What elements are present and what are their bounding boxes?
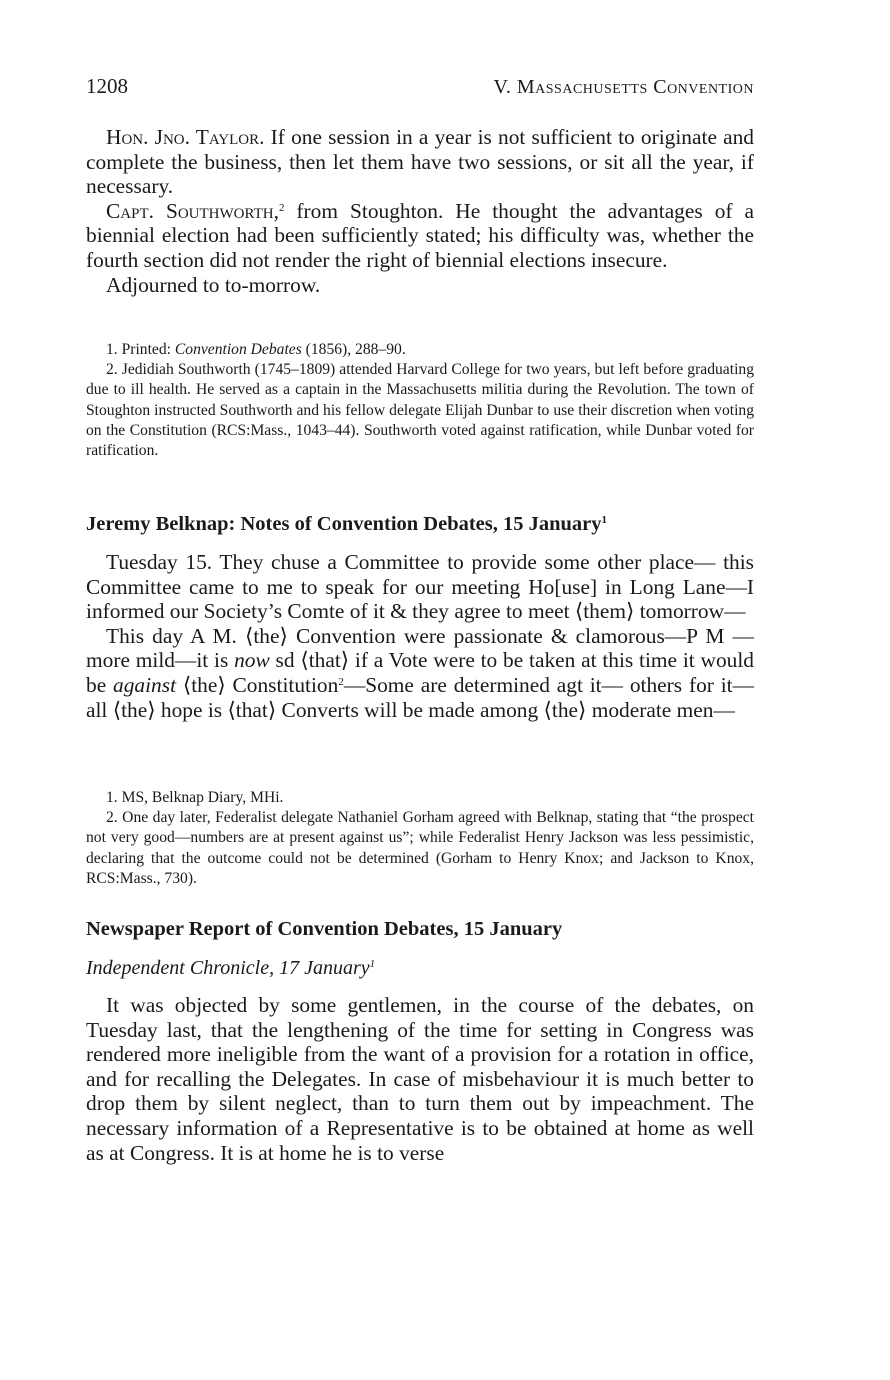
- running-title: V. Massachusetts Convention: [493, 76, 754, 98]
- page-number: 1208: [86, 74, 128, 98]
- paragraph-taylor: [86, 125, 754, 199]
- paragraph-tuesday: Tuesday 15. They chuse a Committee to provide some other place— this Committee came to me to speak for our meeting Ho[use] in Long Lane—I informed our Society’s Comte of it & they agree to meet ⟨them⟩ tomorrow—: [86, 550, 754, 624]
- heading-text: Jeremy Belknap: Notes of Convention Debates, 15 January: [86, 513, 602, 535]
- source-text: Independent Chronicle, 17 January: [86, 957, 370, 979]
- newspaper-heading-block: [86, 918, 754, 941]
- emphasis-text: now: [234, 648, 270, 673]
- footnote-1: [86, 340, 754, 360]
- belknap-text: [86, 550, 754, 722]
- footnotes-section-2: [86, 788, 754, 889]
- debate-text-section-1: [86, 125, 754, 297]
- section-heading-newspaper: Newspaper Report of Convention Debates, 15 January: [86, 918, 563, 940]
- footnote-1: 1. MS, Belknap Diary, MHi.: [106, 789, 284, 806]
- paragraph-this-day: [86, 624, 754, 722]
- running-head: [86, 74, 754, 99]
- speaker-taylor: Hon. Jno. Taylor.: [106, 125, 265, 149]
- paragraph-objected: It was objected by some gentlemen, in the course of the debates, on Tuesday last, that the lengthening of the time for setting in Congress was rendered more ineligible from the want of a provision for a rotation in office, and for recalling the Delegates. In case of misbehaviour it is much better to drop them by silent neglect, than to turn them out by impeachment. The necessary information of a Representative is to be obtained at home as well as at Congress. It is at home he is to verse: [86, 993, 754, 1165]
- footnote-ref: 1: [369, 958, 376, 970]
- footnote-text: 1. Printed:: [106, 341, 175, 358]
- paragraph-text: This day A M. ⟨the⟩ Convention were passionate & clamorous—P M —more mild—it is: [86, 623, 754, 673]
- emphasis-text: against: [113, 672, 177, 697]
- footnote-ref: 2: [278, 201, 285, 214]
- source-citation: [86, 957, 754, 980]
- footnote-title: Convention Debates: [174, 341, 302, 358]
- footnote-ref: 2: [338, 675, 344, 688]
- paragraph-text: —Some are determined agt it— others for it—all ⟨the⟩ hope is ⟨that⟩ Converts will be made among ⟨the⟩ moderate men—: [86, 672, 754, 722]
- footnote-2: 2. One day later, Federalist delegate Nathaniel Gorham agreed with Belknap, stating that “the prospect not very good—numbers are at present against us”; while Federalist Henry Jackson was less pessimistic, declaring that the outcome could not be determined (Gorham to Henry Knox; and Jackson to Knox, RCS:Mass., 730).: [86, 809, 754, 887]
- footnote-ref: 1: [601, 514, 608, 526]
- paragraph-adjourned: Adjourned to to-morrow.: [106, 272, 321, 297]
- paragraph-text: If one session in a year is not sufficient to originate and complete the business, then let them have two sessions, or sit all the year, if necessary.: [86, 125, 754, 199]
- newspaper-source-block: [86, 957, 754, 980]
- paragraph-text: from Stoughton. He thought the advantages of a biennial election had been sufficiently stated; his difficulty was, whether the fourth section did not render the right of biennial elections insecure.: [86, 198, 754, 272]
- footnotes-section-1: [86, 340, 754, 461]
- speaker-southworth: Capt. Southworth,: [106, 198, 279, 223]
- paragraph-text: ⟨the⟩ Constitution: [176, 672, 339, 697]
- newspaper-text: [86, 993, 754, 1165]
- belknap-heading-block: [86, 513, 754, 536]
- section-heading-belknap: [86, 513, 754, 536]
- footnote-text: (1856), 288–90.: [301, 341, 406, 358]
- paragraph-text: sd ⟨that⟩ if a Vote were to be taken at this time it would be: [86, 648, 754, 697]
- footnote-2: 2. Jedidiah Southworth (1745–1809) attended Harvard College for two years, but left before graduating due to ill health. He served as a captain in the Massachusetts militia during the Revolution. The town of Stoughton instructed Southworth and his fellow delegate Elijah Dunbar to use their discretion when voting on the Constitution (RCS:Mass., 1043–44). Southworth voted against ratification, while Dunbar voted for ratification.: [86, 361, 754, 460]
- paragraph-southworth: [86, 199, 754, 273]
